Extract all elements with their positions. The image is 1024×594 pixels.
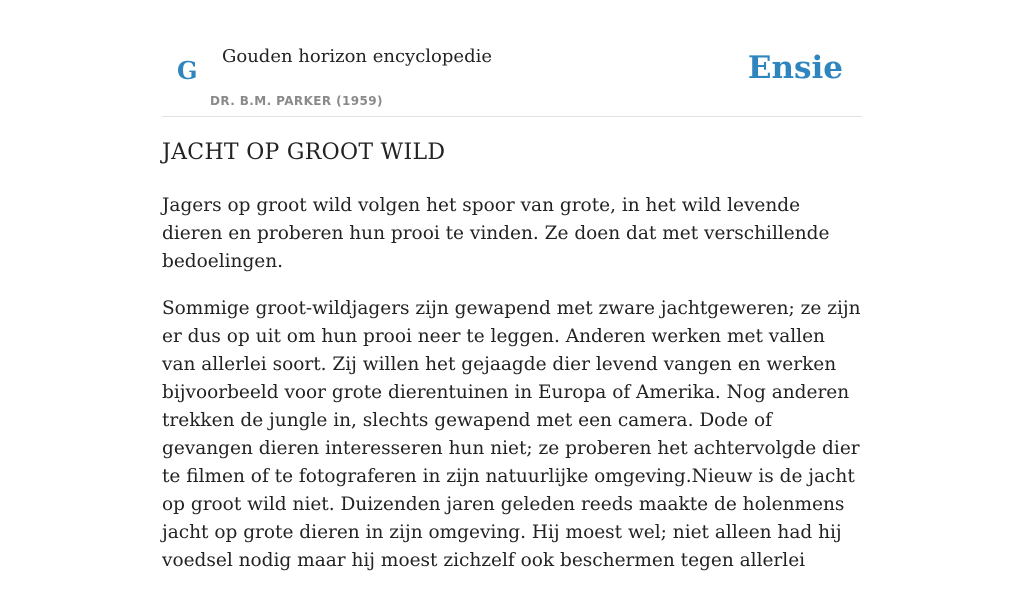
article-paragraph: Sommige groot-wildjagers zijn gewapend met zware jachtgeweren; ze zijn er dus op uit om hun prooi neer te leggen. Anderen werken met vallen van allerlei soort. Zij willen het gejaagde dier levend vangen en werken bijvoorbeeld voor grote dierentuinen in Europa of Amerika. Nog anderen trekken de jungle in, slechts gewapend met een camera. Dode of gevangen dieren interesseren hun niet; ze proberen het achtervolgde dier te filmen of te fotograferen in zijn natuurlijke omgeving.Nieuw is de jacht op groot wild niet. Duizenden jaren geleden reeds maakte de holenmens jacht op grote dieren in zijn omgeving. Hij moest wel; niet alleen had hij voedsel nodig maar hij moest zichzelf ook beschermen tegen allerlei <box>162 298 861 571</box>
source-header <box>162 0 862 117</box>
source-title-link[interactable]: Gouden horizon encyclopedie <box>222 46 492 67</box>
source-logo[interactable]: G <box>177 56 198 85</box>
article-body <box>162 192 862 594</box>
article-paragraph: Jagers op groot wild volgen het spoor van grote, in het wild levende dieren en proberen hun prooi te vinden. Ze doen dat met verschillende bedoelingen. <box>162 195 830 272</box>
page <box>162 0 862 571</box>
source-author: DR. B.M. PARKER (1959) <box>210 94 383 108</box>
article-title: JACHT OP GROOT WILD <box>162 140 446 165</box>
ensie-logo-link[interactable]: Ensie <box>747 50 843 86</box>
